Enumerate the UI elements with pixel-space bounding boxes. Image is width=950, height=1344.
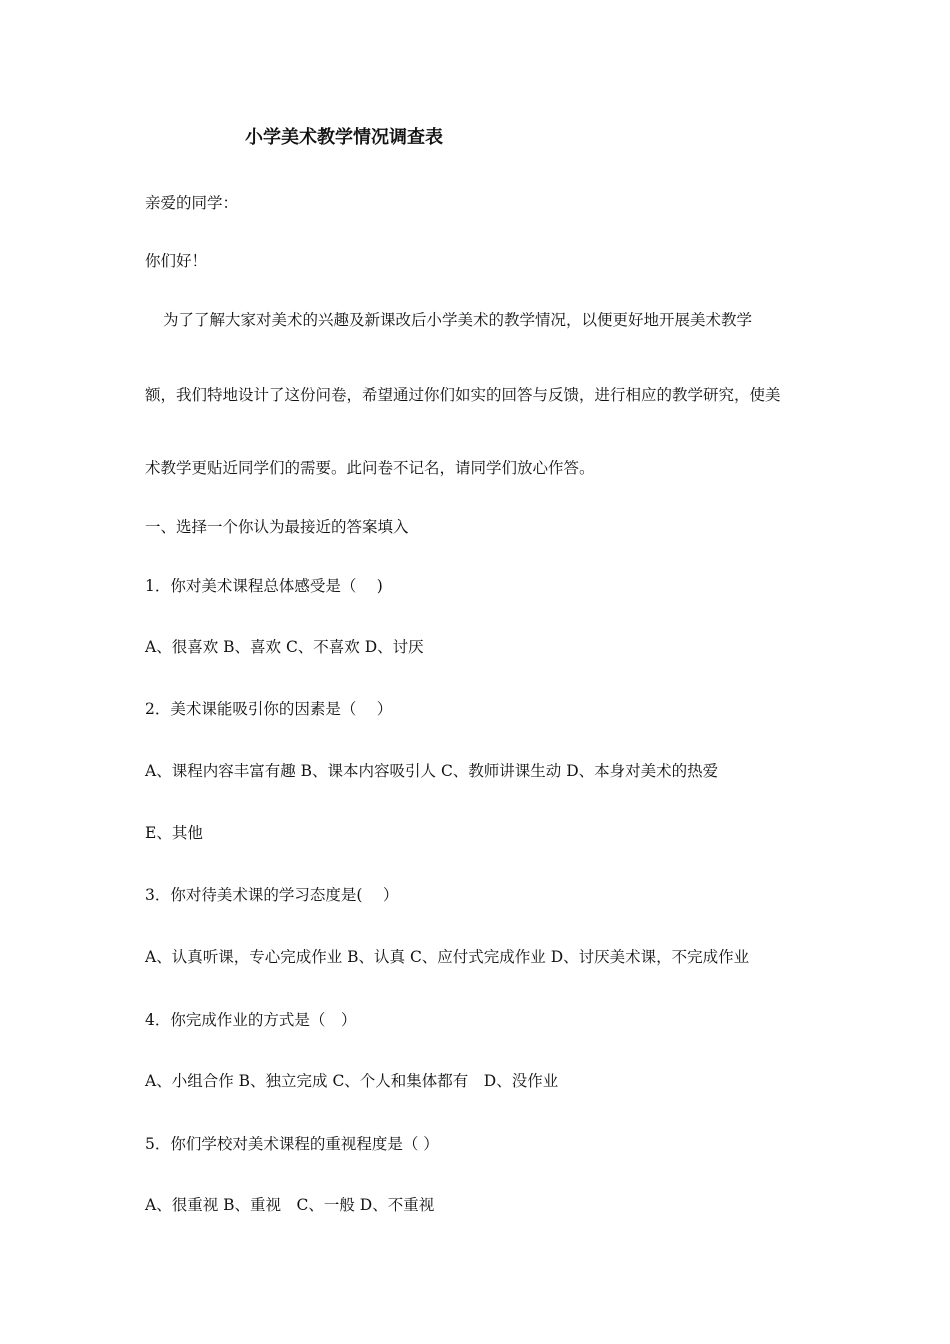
question-4-options: A、小组合作 B、独立完成 C、个人和集体都有 D、没作业: [145, 1072, 559, 1090]
intro-line-3: 术教学更贴近同学们的需要。此问卷不记名，请同学们放心作答。: [145, 459, 595, 477]
question-3-options: A、认真听课，专心完成作业 B、认真 C、应付式完成作业 D、讨厌美术课，不完成作业: [145, 948, 750, 966]
question-4: 4．你完成作业的方式是（ ）: [145, 1011, 357, 1029]
question-3: 3．你对待美术课的学习态度是( ）: [145, 886, 399, 904]
question-2-options: A、课程内容丰富有趣 B、课本内容吸引人 C、教师讲课生动 D、本身对美术的热爱: [145, 762, 719, 780]
intro-line-2: 额，我们特地设计了这份问卷，希望通过你们如实的回答与反馈，进行相应的教学研究，使美: [145, 386, 781, 404]
question-2: 2．美术课能吸引你的因素是（ ）: [145, 700, 393, 718]
question-5: 5．你们学校对美术课程的重视程度是（ ）: [145, 1135, 439, 1153]
intro-line-1: 为了了解大家对美术的兴趣及新课改后小学美术的教学情况，以便更好地开展美术教学: [163, 311, 753, 329]
question-5-options: A、很重视 B、重视 C、一般 D、不重视: [145, 1196, 435, 1214]
question-1: 1．你对美术课程总体感受是（ ): [145, 577, 383, 595]
section-heading: 一、选择一个你认为最接近的答案填入: [145, 518, 409, 536]
page-title: 小学美术教学情况调查表: [245, 127, 443, 148]
question-2-options-cont: E、其他: [145, 824, 203, 842]
greeting: 你们好！: [145, 252, 208, 270]
question-1-options: A、很喜欢 B、喜欢 C、不喜欢 D、讨厌: [145, 638, 424, 656]
salutation: 亲爱的同学：: [145, 194, 239, 212]
